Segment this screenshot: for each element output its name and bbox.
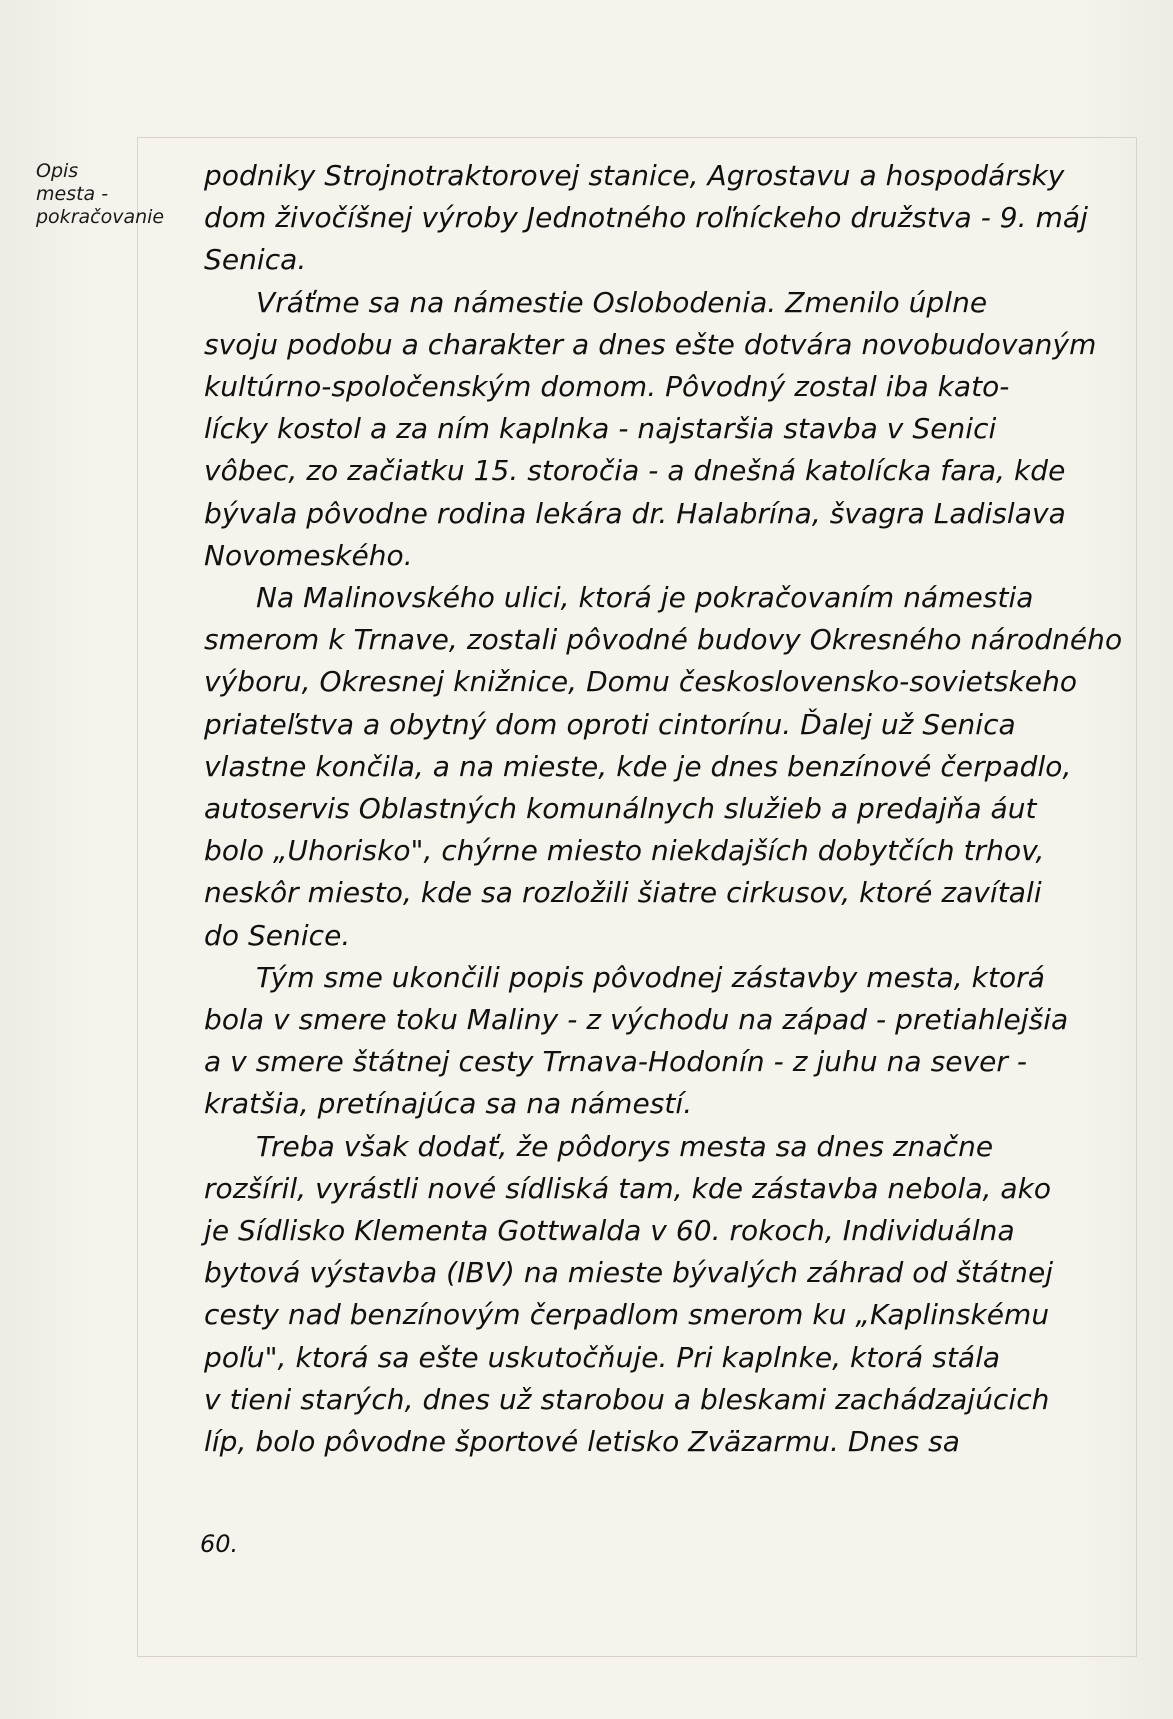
margin-line-2: mesta - [36, 182, 109, 205]
text-line: podniky Strojnotraktorovej stanice, Agrostavu a hospodársky [204, 159, 1065, 192]
text-line: neskôr miesto, kde sa rozložili šiatre cirkusov, ktoré zavítali [204, 876, 1042, 910]
text-line: Novomeského. [204, 538, 413, 572]
text-line: bola v smere toku Maliny - z východu na západ - pretiahlejšia [204, 1003, 1069, 1037]
text-line: priateľstva a obytný dom oproti cintorínu. Ďalej už Senica [204, 707, 1016, 741]
text-line: bývala pôvodne rodina lekára dr. Halabrína, švagra Ladislava [204, 496, 1066, 530]
text-line: bytová výstavba (IBV) na mieste bývalých záhrad od štátnej [204, 1256, 1054, 1290]
handwritten-text [204, 155, 1123, 1525]
text-line: výboru, Okresnej knižnice, Domu československo-sovietskeho [204, 665, 1078, 699]
text-line: smerom k Trnave, zostali pôvodné budovy Okresného národného [204, 623, 1123, 657]
text-line: cesty nad benzínovým čerpadlom smerom ku „Kaplinskému [204, 1298, 1050, 1332]
text-line: a v smere štátnej cesty Trnava-Hodonín - z juhu na sever - [204, 1045, 1028, 1079]
margin-note [36, 160, 186, 228]
text-line: poľu", ktorá sa ešte uskutočňuje. Pri kaplnke, ktorá stála [204, 1340, 1001, 1374]
text-line: do Senice. [204, 918, 351, 952]
text-line: je Sídlisko Klementa Gottwalda v 60. rokoch, Individuálna [204, 1214, 1015, 1248]
text-line: vlastne končila, a na mieste, kde je dnes benzínové čerpadlo, [204, 749, 1072, 783]
text-line: v tieni starých, dnes už starobou a bleskami zachádzajúcich [204, 1382, 1050, 1416]
text-line: vôbec, zo začiatku 15. storočia - a dnešná katolícka fara, kde [204, 454, 1066, 488]
text-line: Senica. [204, 243, 307, 277]
margin-line-3: pokračovanie [36, 205, 165, 228]
text-line: Na Malinovského ulici, ktorá je pokračovaním námestia [256, 581, 1034, 615]
text-line: Vráťme sa na námestie Oslobodenia. Zmenilo úplne [256, 285, 988, 319]
text-line: svoju podobu a charakter a dnes ešte dotvára novobudovaným [204, 327, 1097, 361]
text-line: lícky kostol a za ním kaplnka - najstaršia stavba v Senici [204, 412, 997, 446]
text-line: autoservis Oblastných komunálnych služieb a predajňa áut [204, 792, 1037, 826]
text-line: kratšia, pretínajúca sa na námestí. [204, 1087, 693, 1121]
margin-line-1: Opis [36, 160, 79, 182]
page-number: 60. [200, 1530, 239, 1558]
text-line: líp, bolo pôvodne športové letisko Zväzarmu. Dnes sa [204, 1425, 960, 1459]
text-line: bolo „Uhorisko", chýrne miesto niekdajších dobytčích trhov, [204, 834, 1045, 868]
text-line: kultúrno-spoločenským domom. Pôvodný zostal iba kato- [204, 370, 1010, 404]
text-line: Tým sme ukončili popis pôvodnej zástavby mesta, ktorá [256, 960, 1045, 994]
text-line: Treba však dodať, že pôdorys mesta sa dnes značne [256, 1129, 994, 1163]
text-line: rozšíril, vyrástli nové sídliská tam, kde zástavba nebola, ako [204, 1171, 1052, 1205]
text-line: dom živočíšnej výroby Jednotného roľníckeho družstva - 9. máj [204, 201, 1088, 235]
